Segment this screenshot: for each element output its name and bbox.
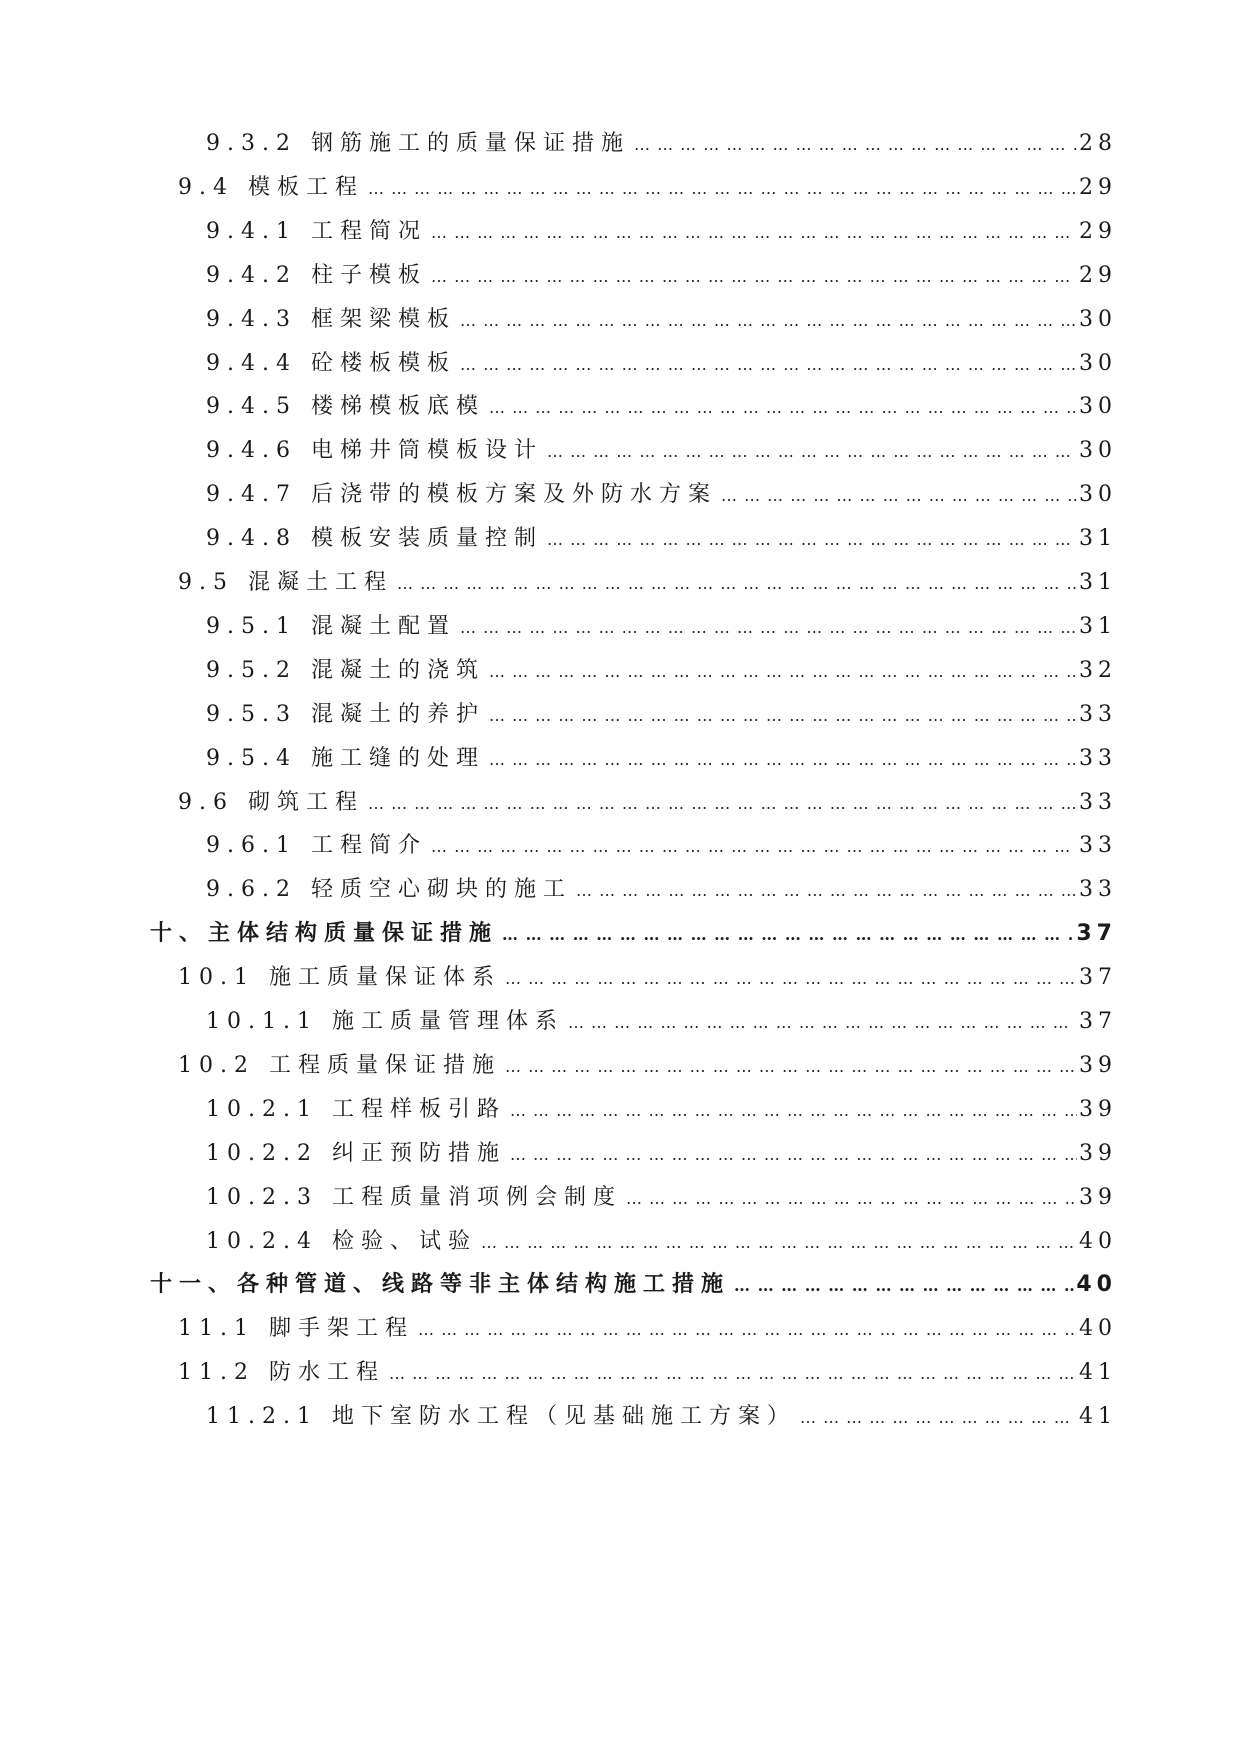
toc-entry-page-number: 32: [1079, 658, 1117, 683]
toc-entry-page-number: 40: [1079, 1316, 1117, 1341]
toc-leader-dots: [460, 618, 1077, 637]
toc-leader-dots: [800, 1408, 1077, 1427]
toc-entry-title: 9.4.6 电梯井筒模板设计: [206, 438, 543, 463]
toc-entry[interactable]: [178, 565, 1117, 609]
toc-leader-dots: [576, 881, 1077, 900]
toc-entry[interactable]: [150, 916, 1117, 960]
toc-entry[interactable]: [206, 1180, 1117, 1224]
toc-entry-page-number: 33: [1079, 833, 1117, 858]
toc-entry-title: 9.3.2 钢筋施工的质量保证措施: [206, 131, 630, 156]
toc-entry[interactable]: [206, 389, 1117, 433]
toc-entry-title: 11.2 防水工程: [178, 1360, 385, 1385]
toc-entry-title: 9.4.1 工程简况: [206, 219, 427, 244]
toc-entry-page-number: 33: [1079, 746, 1117, 771]
toc-entry-page-number: 30: [1079, 307, 1117, 332]
toc-leader-dots: [505, 1057, 1077, 1076]
toc-entry-page-number: 30: [1079, 351, 1117, 376]
toc-leader-dots: [721, 486, 1077, 505]
toc-entry[interactable]: [206, 258, 1117, 302]
toc-entry[interactable]: [206, 872, 1117, 916]
toc-entry-title: 9.5.1 混凝土配置: [206, 614, 456, 639]
toc-entry-title: 10.2.1 工程样板引路: [206, 1097, 506, 1122]
toc-entry-title: 9.5.4 施工缝的处理: [206, 746, 485, 771]
toc-entry[interactable]: [206, 214, 1117, 258]
toc-leader-dots: [481, 1233, 1077, 1252]
toc-entry-title: 9.4.3 框架梁模板: [206, 307, 456, 332]
toc-entry-title: 11.2.1 地下室防水工程（见基础施工方案）: [206, 1404, 796, 1429]
toc-entry[interactable]: [206, 697, 1117, 741]
toc-entry[interactable]: [178, 1048, 1117, 1092]
toc-entry-title: 9.4.4 砼楼板模板: [206, 351, 456, 376]
toc-entry-title: 9.4 模板工程: [178, 175, 364, 200]
toc-entry-page-number: 37: [1079, 1009, 1117, 1034]
toc-entry-page-number: 39: [1079, 1053, 1117, 1078]
toc-entry-page-number: 33: [1079, 702, 1117, 727]
toc-leader-dots: [510, 1101, 1077, 1120]
toc-entry-title: 10.2.3 工程质量消项例会制度: [206, 1185, 622, 1210]
toc-entry[interactable]: [206, 1399, 1117, 1443]
toc-leader-dots: [431, 837, 1077, 856]
toc-leader-dots: [568, 1013, 1077, 1032]
toc-leader-dots: [547, 530, 1077, 549]
toc-entry-page-number: 29: [1079, 263, 1117, 288]
toc-entry-title: 11.1 脚手架工程: [178, 1316, 414, 1341]
toc-entry[interactable]: [150, 1267, 1117, 1311]
toc-entry-page-number: 40: [1076, 1272, 1117, 1297]
toc-entry-page-number: 41: [1079, 1360, 1117, 1385]
toc-entry-page-number: 31: [1079, 570, 1117, 595]
toc-leader-dots: [460, 355, 1077, 374]
toc-entry-page-number: 30: [1079, 482, 1117, 507]
toc-entry[interactable]: [178, 1355, 1117, 1399]
toc-leader-dots: [368, 179, 1077, 198]
toc-leader-dots: [431, 267, 1077, 286]
toc-entry[interactable]: [206, 346, 1117, 390]
toc-entry-page-number: 41: [1079, 1404, 1117, 1429]
toc-entry-title: 十一、各种管道、线路等非主体结构施工措施: [150, 1272, 731, 1297]
toc-entry[interactable]: [206, 741, 1117, 785]
toc-entry[interactable]: [206, 521, 1117, 565]
toc-entry[interactable]: [206, 1136, 1117, 1180]
toc-entry[interactable]: [206, 477, 1117, 521]
toc-leader-dots: [547, 442, 1077, 461]
toc-leader-dots: [489, 706, 1077, 725]
toc-entry[interactable]: [178, 1311, 1117, 1355]
toc-entry-title: 9.6.2 轻质空心砌块的施工: [206, 877, 572, 902]
toc-leader-dots: [460, 311, 1077, 330]
toc-leader-dots: [418, 1320, 1077, 1339]
toc-entry-title: 9.4.7 后浇带的模板方案及外防水方案: [206, 482, 717, 507]
toc-leader-dots: [734, 1276, 1074, 1295]
toc-entry-page-number: 37: [1076, 921, 1117, 946]
toc-entry[interactable]: [206, 1092, 1117, 1136]
toc-leader-dots: [431, 223, 1077, 242]
toc-entry-title: 9.5 混凝土工程: [178, 570, 393, 595]
toc-entry[interactable]: [206, 828, 1117, 872]
toc-leader-dots: [368, 794, 1077, 813]
toc-entry-title: 10.2 工程质量保证措施: [178, 1053, 501, 1078]
toc-leader-dots: [397, 574, 1077, 593]
toc-entry-title: 9.5.3 混凝土的养护: [206, 702, 485, 727]
toc-entry[interactable]: [178, 960, 1117, 1004]
toc-entry-page-number: 39: [1079, 1097, 1117, 1122]
toc-entry-title: 10.1 施工质量保证体系: [178, 965, 501, 990]
toc-entry[interactable]: [206, 126, 1117, 170]
toc-entry[interactable]: [206, 1004, 1117, 1048]
toc-entry-page-number: 40: [1079, 1229, 1117, 1254]
toc-entry-title: 9.4.5 楼梯模板底模: [206, 394, 485, 419]
toc-entry[interactable]: [206, 433, 1117, 477]
toc-entry-page-number: 30: [1079, 394, 1117, 419]
toc-entry-page-number: 33: [1079, 790, 1117, 815]
toc-entry-title: 十、主体结构质量保证措施: [150, 921, 499, 946]
toc-leader-dots: [489, 750, 1077, 769]
toc-leader-dots: [626, 1189, 1077, 1208]
toc-entry-page-number: 33: [1079, 877, 1117, 902]
toc-leader-dots: [505, 969, 1077, 988]
toc-entry-page-number: 29: [1079, 175, 1117, 200]
toc-entry[interactable]: [178, 785, 1117, 829]
toc-leader-dots: [502, 925, 1074, 944]
toc-leader-dots: [489, 662, 1077, 681]
toc-entry-page-number: 30: [1079, 438, 1117, 463]
toc-leader-dots: [389, 1364, 1077, 1383]
toc-entry-page-number: 29: [1079, 219, 1117, 244]
toc-entry-page-number: 37: [1079, 965, 1117, 990]
toc-entry-title: 9.5.2 混凝土的浇筑: [206, 658, 485, 683]
toc-entry-page-number: 39: [1079, 1141, 1117, 1166]
toc-entry[interactable]: [178, 170, 1117, 214]
toc-entry[interactable]: [206, 653, 1117, 697]
toc-leader-dots: [489, 398, 1077, 417]
toc-entry[interactable]: [206, 302, 1117, 346]
toc-leader-dots: [634, 135, 1077, 154]
toc-entry-title: 10.1.1 施工质量管理体系: [206, 1009, 564, 1034]
toc-entry-title: 9.6 砌筑工程: [178, 790, 364, 815]
toc-entry-title: 9.4.2 柱子模板: [206, 263, 427, 288]
toc-entry-title: 10.2.4 检验、试验: [206, 1229, 477, 1254]
toc-entry-title: 10.2.2 纠正预防措施: [206, 1141, 506, 1166]
toc-entry-title: 9.6.1 工程简介: [206, 833, 427, 858]
toc-entry[interactable]: [206, 1224, 1117, 1268]
toc-entry-page-number: 28: [1079, 131, 1117, 156]
toc-entry[interactable]: [206, 609, 1117, 653]
toc-entry-title: 9.4.8 模板安装质量控制: [206, 526, 543, 551]
toc-leader-dots: [510, 1145, 1077, 1164]
toc-entry-page-number: 31: [1079, 526, 1117, 551]
toc-entry-page-number: 31: [1079, 614, 1117, 639]
toc-entry-page-number: 39: [1079, 1185, 1117, 1210]
